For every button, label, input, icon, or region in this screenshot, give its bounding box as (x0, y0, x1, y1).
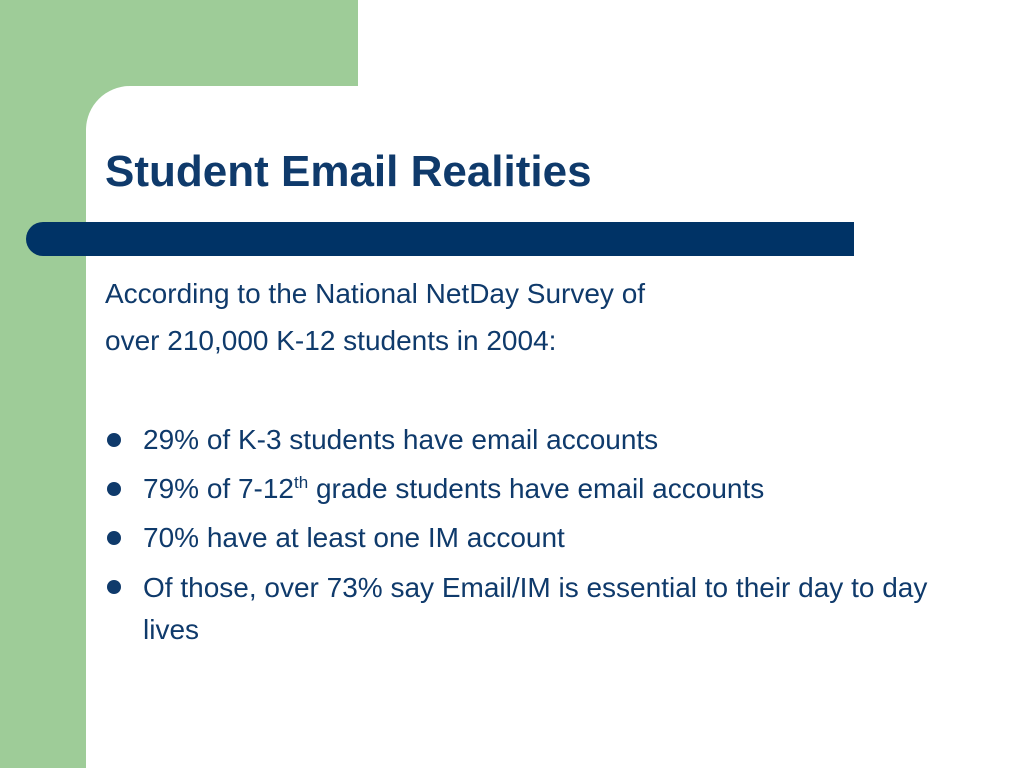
bullet-dot-icon (107, 580, 121, 594)
bullet-text-post: grade students have email accounts (308, 473, 765, 504)
slide-title: Student Email Realities (105, 147, 592, 196)
bullet-text: 70% have at least one IM account (143, 522, 565, 553)
bullet-item-im-account (105, 518, 965, 558)
bullet-dot-icon (107, 531, 121, 545)
title-underline-bar (26, 222, 854, 256)
bullet-text-superscript: th (294, 473, 309, 492)
bullet-item-k3-email (105, 420, 965, 460)
bullet-dot-icon (107, 433, 121, 447)
bullet-text: Of those, over 73% say Email/IM is essential to their day to day lives (143, 572, 928, 645)
bullet-text: 29% of K-3 students have email accounts (143, 424, 659, 455)
bullet-dot-icon (107, 482, 121, 496)
intro-line-2: over 210,000 K-12 students in 2004: (105, 325, 557, 356)
bullet-item-essential (105, 567, 965, 651)
bullet-list (105, 420, 965, 660)
intro-line-1: According to the National NetDay Survey of (105, 278, 646, 309)
bullet-text-pre: 79% of 7-12 (143, 473, 294, 504)
bullet-item-7-12-email (105, 469, 965, 509)
